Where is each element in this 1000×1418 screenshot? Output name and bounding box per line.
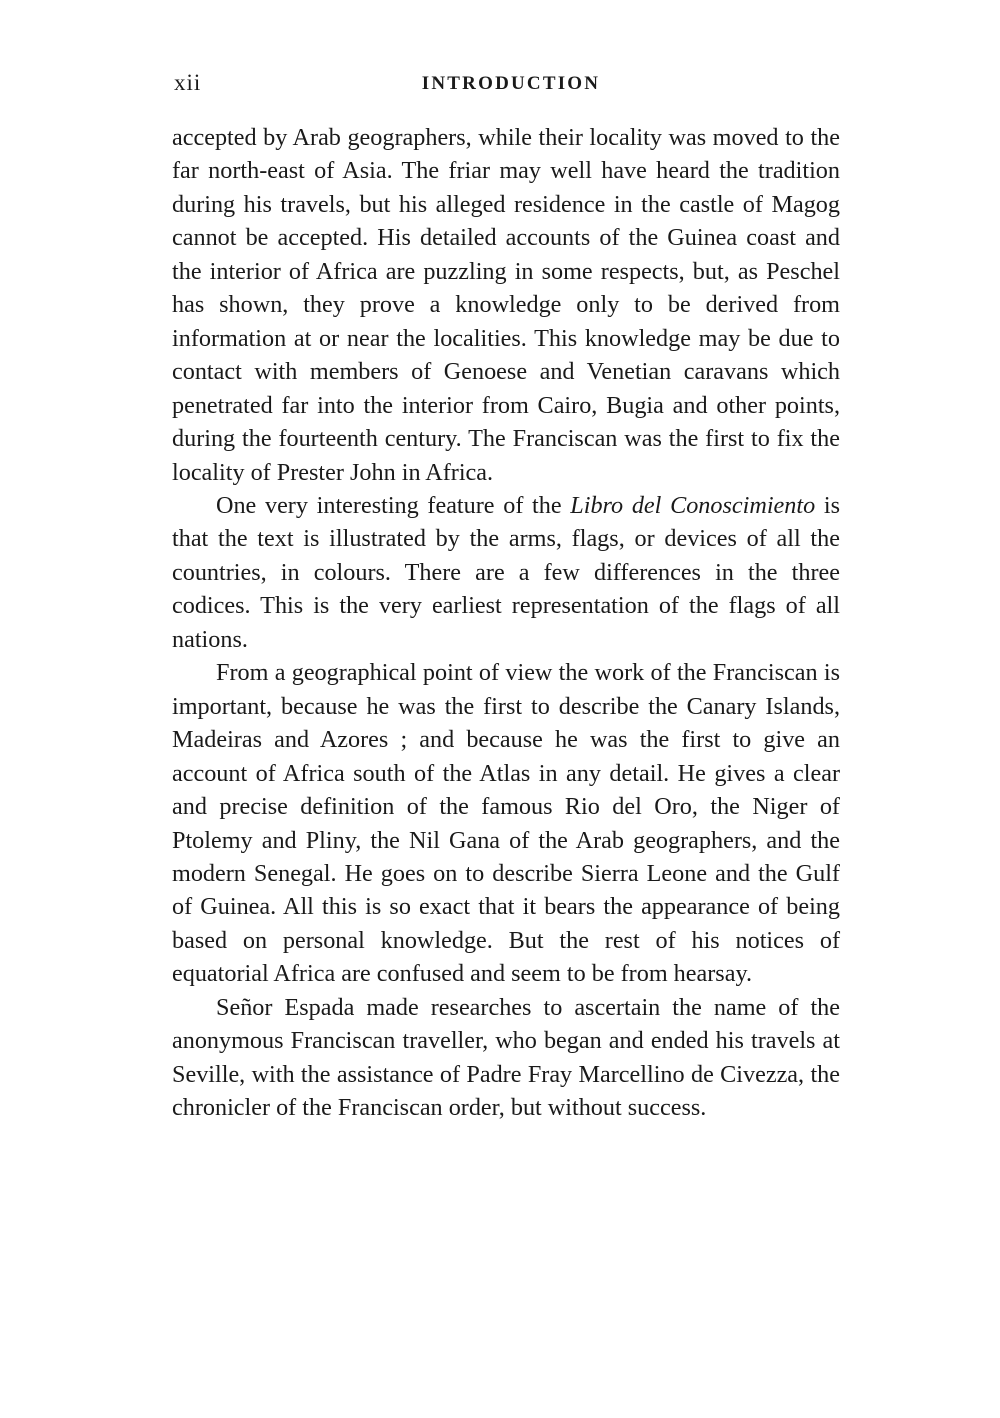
running-title: INTRODUCTION xyxy=(421,73,601,94)
paragraph-libro xyxy=(172,489,840,656)
body-text xyxy=(172,121,840,1125)
paragraph-geography: From a geographical point of view the work of the Franciscan is important, because he was the first to describe the Canary Islands, Madeiras and Azores ; and because he was the first to give an account of Africa south of the Atlas in any detail. He gives a clear and precise definition of the famous Rio del Oro, the Niger of Ptolemy and Pliny, the Nil Gana of the Arab geographers, and the modern Senegal. He goes on to describe Sierra Leone and the Gulf of Guinea. All this is so exact that it bears the appearance of being based on personal knowledge. But the rest of his notices of equatorial Africa are confused and seem to be from hearsay. xyxy=(172,659,840,988)
paragraph-continuation: accepted by Arab geographers, while their locality was moved to the far north-east of Asia. The friar may well have heard the tradition during his travels, but his alleged residence in the castle of Magog cannot be accepted. His detailed accounts of the Guinea coast and the interior of Africa are puzzling in some respects, but, as Peschel has shown, they prove a knowledge only to be derived from information at or near the localities. This knowledge may be due to contact with members of Genoese and Venetian caravans which penetrated far into the interior from Cairo, Bugia and other points, during the fourteenth century. The Franciscan was the first to fix the locality of Prester John in Africa. xyxy=(172,124,840,486)
paragraph-espada: Señor Espada made researches to ascertain the name of the anonymous Franciscan traveller, who began and ended his travels at Seville, with the assistance of Padre Fray Marcellino de Civezza, the chronicler of the Franciscan order, but without success. xyxy=(172,993,840,1122)
paragraph-libro-rest: is that the text is illustrated by the arms, flags, or devices of all the countries, in colours. There are a few differences in the three codices. This is the very earliest representation of the flags of all nations. xyxy=(172,491,840,653)
book-title-italic: Libro del Conoscimiento xyxy=(570,491,816,519)
paragraph-libro-lead: One very interesting feature of the xyxy=(216,491,571,519)
page-number: xii xyxy=(174,70,202,95)
running-head xyxy=(172,70,840,104)
